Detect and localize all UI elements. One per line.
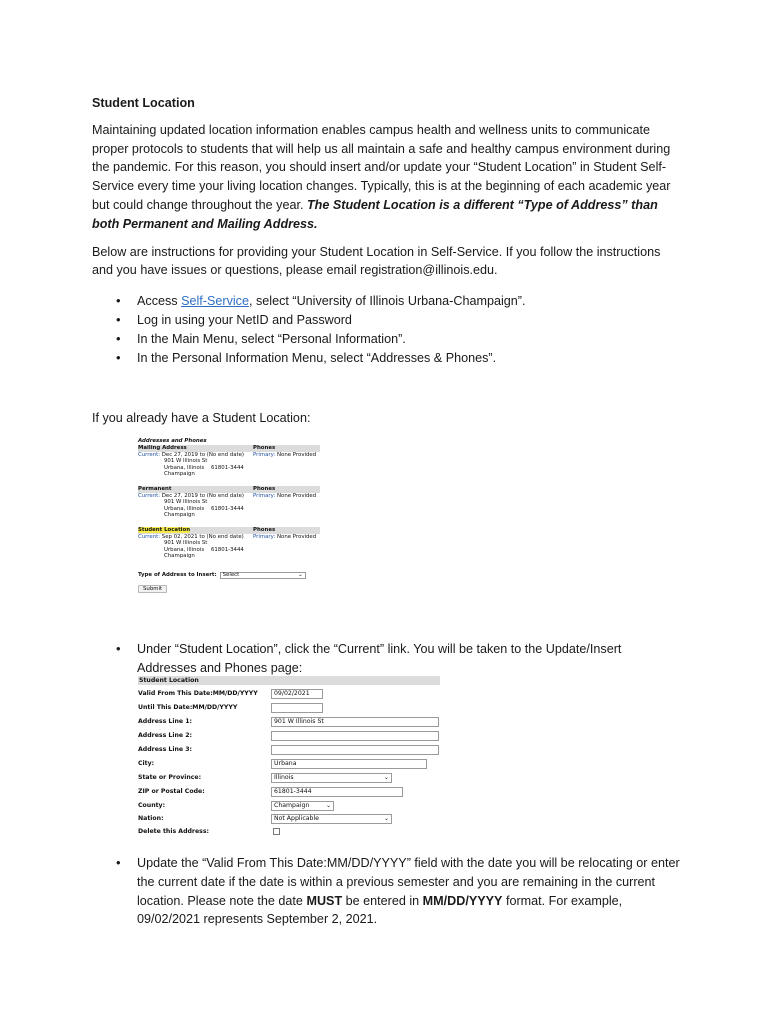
nation-select[interactable]	[271, 814, 392, 824]
intro-paragraph	[92, 121, 682, 234]
list-item: • In the Main Menu, select “Personal Information”.	[92, 330, 682, 349]
line3-label: Address Line 3:	[138, 746, 193, 753]
primary-label: Primary:	[253, 533, 276, 540]
block-header: Permanent	[138, 486, 172, 493]
chevron-down-icon: ⌄	[298, 571, 303, 578]
step1-post: , select “University of Illinois Urbana-Champaign”.	[248, 294, 526, 309]
date-range: Sep 02, 2021 to (No end date)	[160, 533, 244, 540]
block-header: Mailing Address	[138, 445, 187, 452]
county: Champaign	[164, 471, 195, 478]
phones-header: Phones	[253, 527, 276, 534]
select-value: Select	[222, 571, 240, 578]
step6-must: MUST	[306, 893, 343, 908]
city-line: Urbana, Illinois 61801-3444	[164, 505, 244, 512]
address-line1-row	[138, 715, 440, 728]
addresses-phones-screenshot	[138, 438, 320, 628]
valid-from-input[interactable]: 09/02/2021	[271, 689, 323, 699]
step6-mid: be entered in	[342, 893, 423, 908]
chevron-down-icon: ⌄	[325, 801, 331, 809]
list-item	[92, 854, 682, 929]
step6-post: format. For example, 09/02/2021 represents September 2, 2021.	[137, 893, 623, 927]
page-title: Student Location	[92, 96, 195, 110]
chevron-down-icon: ⌄	[383, 773, 389, 781]
address-type-row	[138, 572, 320, 579]
list-item: • Log in using your NetID and Password	[92, 311, 682, 330]
block-header-highlighted: Student Location	[138, 527, 191, 534]
self-service-link[interactable]: Self-Service	[181, 294, 249, 309]
street: 901 W Illinois St	[164, 458, 208, 465]
nation-value: Not Applicable	[274, 814, 319, 822]
county-value: Champaign	[274, 801, 310, 809]
city-input[interactable]: Urbana	[271, 759, 427, 769]
county-select[interactable]	[271, 801, 334, 811]
state-row	[138, 771, 440, 784]
state-value: Illinois	[274, 773, 294, 781]
nation-label: Nation:	[138, 815, 164, 822]
current-link[interactable]: Current:	[138, 451, 161, 458]
delete-row	[138, 825, 440, 838]
nation-row	[138, 812, 440, 825]
county: Champaign	[164, 553, 195, 560]
address-line3-input[interactable]	[271, 745, 439, 755]
phones-header: Phones	[253, 486, 276, 493]
current-link[interactable]: Current:	[138, 533, 161, 540]
none-provided: None Provided	[276, 451, 317, 458]
steps-list	[92, 292, 682, 367]
zip-input[interactable]: 61801-3444	[271, 787, 403, 797]
step1-pre: Access	[137, 294, 182, 309]
city-row	[138, 757, 440, 770]
delete-label: Delete this Address:	[138, 828, 210, 835]
list-item: • In the Personal Information Menu, select “Addresses & Phones”.	[92, 349, 682, 368]
city-label: City:	[138, 760, 155, 767]
shot1-title: Addresses and Phones	[138, 438, 207, 444]
state-label: State or Province:	[138, 774, 202, 781]
state-select[interactable]	[271, 773, 392, 783]
none-provided: None Provided	[276, 492, 317, 499]
city-line: Urbana, Illinois 61801-3444	[164, 546, 244, 553]
phones-header: Phones	[253, 445, 276, 452]
address-line3-row	[138, 743, 440, 756]
list-item: • Under “Student Location”, click the “Current” link. You will be taken to the Update/Insert Addresses and Phones page:	[92, 640, 682, 678]
county-label: County:	[138, 802, 166, 809]
county-row	[138, 799, 440, 812]
none-provided: None Provided	[276, 533, 317, 540]
current-link[interactable]: Current:	[138, 492, 161, 499]
address-line2-input[interactable]	[271, 731, 439, 741]
until-row	[138, 701, 440, 714]
city-line: Urbana, Illinois 61801-3444	[164, 464, 244, 471]
intro-emphasis: The Student Location is a different “Type of Address” than both Permanent and Mailing Address.	[92, 197, 658, 231]
instructions-intro: Below are instructions for providing your Student Location in Self-Service. If you follow the instructions and you have issues or questions, please email registration@illinois.edu.	[92, 244, 661, 278]
intro-text: Maintaining updated location information enables campus health and wellness units to communicate proper protocols to students that will help us all maintain a safe and healthy campus environment during the pandemic. For this reason, you should insert and/or update your “Student Location” in Student Self-Service every time your living location changes. Typically, this is at the beginning of each academic year but could change throughout the year.	[92, 122, 671, 212]
zip-label: ZIP or Postal Code:	[138, 788, 205, 795]
step6-wrapper	[92, 854, 682, 929]
existing-location-label: If you already have a Student Location:	[92, 411, 311, 426]
list-item	[92, 292, 682, 311]
primary-label: Primary:	[253, 451, 276, 458]
step6-format: MM/DD/YYYY	[422, 893, 503, 908]
address-line1-input[interactable]: 901 W Illinois St	[271, 717, 439, 727]
student-location-form-screenshot	[138, 676, 440, 836]
until-input[interactable]	[271, 703, 323, 713]
valid-from-row	[138, 687, 440, 700]
valid-from-label: Valid From This Date:MM/DD/YYYY	[138, 690, 258, 697]
primary-label: Primary:	[253, 492, 276, 499]
date-range: Dec 27, 2019 to (No end date)	[160, 492, 245, 499]
address-line2-row	[138, 729, 440, 742]
step6-pre: Update the “Valid From This Date:MM/DD/YYYY” field with the date you will be relocating or enter the current date if the date is within a previous semester and you are remaining in the current location. Please note the date	[137, 856, 680, 908]
line2-label: Address Line 2:	[138, 732, 193, 739]
mailing-address-block	[138, 445, 320, 477]
date-range: Dec 27, 2019 to (No end date)	[160, 451, 245, 458]
type-label: Type of Address to Insert:	[138, 571, 217, 578]
student-location-block	[138, 527, 320, 559]
zip-row	[138, 785, 440, 798]
submit-button[interactable]: Submit	[138, 585, 167, 593]
chevron-down-icon: ⌄	[383, 814, 389, 822]
address-type-select[interactable]	[220, 572, 306, 579]
step5-wrapper	[92, 640, 682, 678]
document-body	[92, 94, 682, 437]
until-label: Until This Date:MM/DD/YYYY	[138, 704, 238, 711]
delete-address-checkbox[interactable]	[273, 828, 280, 835]
permanent-address-block	[138, 486, 320, 518]
line1-label: Address Line 1:	[138, 718, 193, 725]
street: 901 W Illinois St	[164, 540, 208, 547]
street: 901 W Illinois St	[164, 499, 208, 506]
county: Champaign	[164, 512, 195, 519]
form-title: Student Location	[138, 676, 440, 685]
